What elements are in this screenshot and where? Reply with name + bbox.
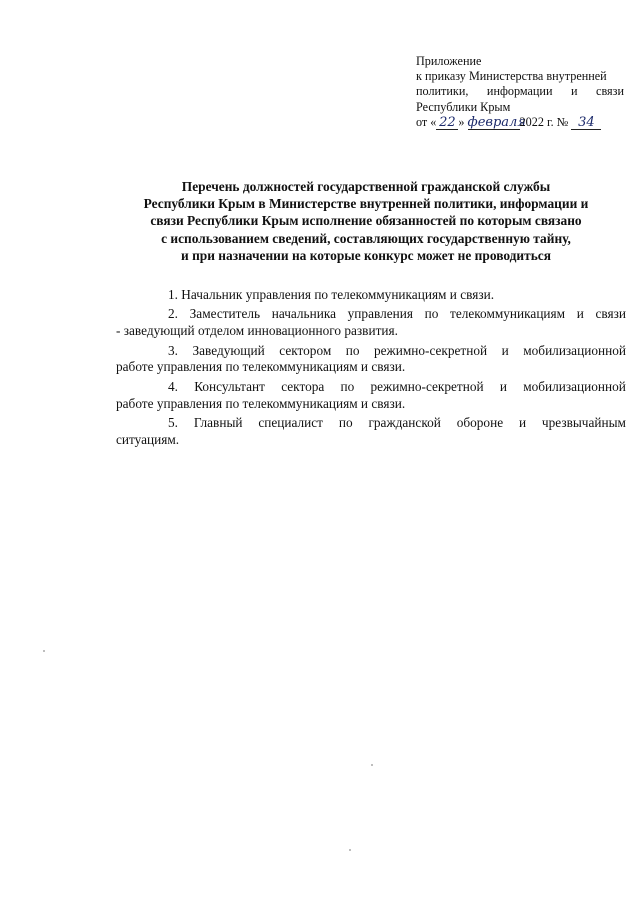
date-year-text: 2022 г. №: [519, 114, 569, 129]
list-item-word: обороне: [456, 414, 504, 430]
date-day-blank: [436, 116, 458, 130]
list-item-word: мобилизационной: [523, 342, 626, 358]
list-item-word: Заместитель: [189, 306, 261, 322]
list-item-first-line: [116, 306, 626, 323]
list-item-word: по: [345, 342, 360, 358]
list-item-word: мобилизационной: [523, 378, 626, 394]
annex-word: связи: [596, 84, 624, 99]
date-from-label: от «: [416, 114, 437, 129]
list-item-word: и: [518, 414, 527, 430]
title-line: Перечень должностей государственной гражданской службы: [181, 179, 551, 194]
title-line: с использованием сведений, составляющих государственную тайну,: [161, 230, 571, 246]
scan-speck: [371, 764, 373, 766]
list-item-continuation: ситуациям.: [116, 431, 180, 447]
annex-line-1: к приказу Министерства внутренней: [416, 69, 607, 84]
list-item: [116, 415, 626, 449]
list-item-first-line: [116, 343, 626, 360]
list-item: [116, 379, 626, 413]
title-line: связи Республики Крым исполнение обязанностей по которым связано: [150, 213, 582, 229]
list-item-word: по: [340, 378, 355, 394]
list-item-word: 3.: [168, 342, 178, 358]
list-item-first-line: [116, 287, 626, 304]
list-item-word: сектора: [281, 378, 325, 394]
list-item-word: гражданской: [368, 414, 441, 430]
list-item-word: 2.: [168, 306, 178, 322]
list-item: [116, 306, 626, 340]
list-item-word: 5.: [168, 414, 178, 430]
list-item-word: управления: [347, 306, 413, 322]
order-number-blank: [571, 116, 601, 130]
list-item-word: режимно-секретной: [370, 378, 484, 394]
list-item-word: по: [338, 414, 353, 430]
annex-line-3: Республики Крым: [416, 99, 511, 114]
list-item-word: специалист: [258, 414, 323, 430]
annex-date-line: [416, 115, 624, 130]
list-item-word: и: [576, 306, 584, 322]
list-item-word: Консультант: [194, 378, 265, 394]
handwritten-month: февраля: [467, 114, 526, 130]
list-item-word: телекоммуникациям: [450, 306, 566, 322]
handwritten-order-number: 34: [578, 114, 595, 130]
list-item-word: по: [424, 306, 439, 322]
date-quote-close: »: [458, 114, 465, 129]
annex-word: политики,: [416, 84, 469, 99]
list-item-word: Заведующий: [192, 342, 265, 358]
date-month-blank: [467, 114, 526, 130]
title-line: и при назначении на которые конкурс может не проводиться: [181, 247, 551, 263]
list-item-continuation: работе управления по телекоммуникациям и связи.: [116, 395, 406, 411]
title-line: Республики Крым в Министерстве внутренней политики, информации и: [143, 196, 589, 212]
scan-speck: [43, 650, 45, 652]
handwritten-day: 22: [439, 114, 456, 130]
list-item-word: начальника: [271, 306, 337, 322]
list-item-first-line: [116, 415, 626, 432]
annex-title: Приложение: [416, 54, 482, 68]
list-item-word: режимно-секретной: [374, 342, 488, 358]
list-item: [116, 343, 626, 377]
list-item-word: 1. Начальник управления по телекоммуникациям и связи.: [168, 287, 495, 302]
annex-line-2: [416, 84, 624, 99]
annex-word: информации: [486, 84, 553, 99]
list-item-continuation: работе управления по телекоммуникациям и связи.: [116, 359, 406, 375]
list-item-word: 4.: [168, 378, 178, 394]
list-item-word: и: [501, 342, 509, 358]
list-item-first-line: [116, 379, 626, 396]
list-item-word: чрезвычайным: [541, 414, 626, 430]
scan-speck: [349, 849, 351, 851]
list-item: [116, 287, 626, 304]
list-item-word: связи: [595, 306, 626, 322]
positions-list: [116, 287, 626, 451]
list-item-word: сектором: [279, 342, 332, 358]
list-item-continuation: - заведующий отделом инновационного развития.: [116, 323, 398, 339]
list-item-word: Главный: [193, 414, 243, 430]
annex-word: и: [571, 84, 578, 99]
document-title: [106, 178, 626, 264]
list-item-word: и: [499, 378, 507, 394]
annex-block: [416, 54, 624, 130]
